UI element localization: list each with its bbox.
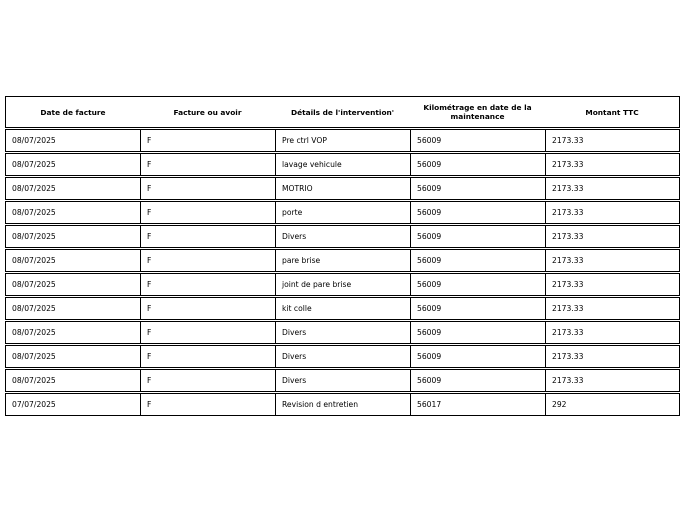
header-row — [5, 96, 680, 128]
cell-amount: 2173.33 — [545, 297, 680, 320]
cell-invoice-date: 08/07/2025 — [5, 297, 140, 320]
cell-invoice-date: 08/07/2025 — [5, 369, 140, 392]
header-invoice-date: Date de facture — [5, 96, 140, 128]
cell-mileage: 56009 — [410, 249, 545, 272]
cell-intervention-details: Divers — [275, 225, 410, 248]
cell-invoice-date: 08/07/2025 — [5, 249, 140, 272]
table-row — [5, 225, 680, 248]
table-row — [5, 345, 680, 368]
header-intervention-details: Détails de l'intervention' — [275, 96, 410, 128]
cell-amount: 2173.33 — [545, 249, 680, 272]
cell-amount: 2173.33 — [545, 321, 680, 344]
cell-intervention-details: Divers — [275, 321, 410, 344]
cell-invoice-or-credit: F — [140, 297, 275, 320]
cell-invoice-date: 08/07/2025 — [5, 153, 140, 176]
table-body — [5, 128, 680, 416]
table-row — [5, 393, 680, 416]
cell-invoice-date: 08/07/2025 — [5, 273, 140, 296]
table-row — [5, 369, 680, 392]
cell-mileage: 56017 — [410, 393, 545, 416]
cell-mileage: 56009 — [410, 225, 545, 248]
cell-invoice-date: 07/07/2025 — [5, 393, 140, 416]
cell-mileage: 56009 — [410, 129, 545, 152]
cell-invoice-date: 08/07/2025 — [5, 225, 140, 248]
table-header — [5, 96, 680, 128]
cell-intervention-details: porte — [275, 201, 410, 224]
cell-invoice-or-credit: F — [140, 345, 275, 368]
maintenance-table — [5, 96, 680, 416]
cell-mileage: 56009 — [410, 297, 545, 320]
cell-mileage: 56009 — [410, 321, 545, 344]
cell-amount: 2173.33 — [545, 201, 680, 224]
cell-amount: 2173.33 — [545, 153, 680, 176]
cell-mileage: 56009 — [410, 369, 545, 392]
cell-mileage: 56009 — [410, 201, 545, 224]
cell-mileage: 56009 — [410, 153, 545, 176]
cell-amount: 2173.33 — [545, 345, 680, 368]
cell-amount: 2173.33 — [545, 225, 680, 248]
cell-mileage: 56009 — [410, 273, 545, 296]
table-row — [5, 249, 680, 272]
header-mileage: Kilométrage en date de la maintenance — [410, 96, 545, 128]
cell-amount: 2173.33 — [545, 177, 680, 200]
cell-mileage: 56009 — [410, 177, 545, 200]
cell-invoice-date: 08/07/2025 — [5, 321, 140, 344]
cell-intervention-details: MOTRIO — [275, 177, 410, 200]
cell-invoice-or-credit: F — [140, 153, 275, 176]
cell-amount: 2173.33 — [545, 369, 680, 392]
cell-intervention-details: Divers — [275, 345, 410, 368]
cell-invoice-or-credit: F — [140, 369, 275, 392]
cell-invoice-or-credit: F — [140, 321, 275, 344]
cell-amount: 292 — [545, 393, 680, 416]
cell-invoice-or-credit: F — [140, 249, 275, 272]
cell-intervention-details: kit colle — [275, 297, 410, 320]
cell-intervention-details: Divers — [275, 369, 410, 392]
cell-intervention-details: Pre ctrl VOP — [275, 129, 410, 152]
cell-amount: 2173.33 — [545, 273, 680, 296]
cell-invoice-date: 08/07/2025 — [5, 129, 140, 152]
table-row — [5, 297, 680, 320]
cell-invoice-or-credit: F — [140, 225, 275, 248]
cell-invoice-or-credit: F — [140, 129, 275, 152]
cell-intervention-details: lavage vehicule — [275, 153, 410, 176]
table-row — [5, 129, 680, 152]
table-row — [5, 321, 680, 344]
cell-invoice-or-credit: F — [140, 273, 275, 296]
cell-intervention-details: pare brise — [275, 249, 410, 272]
table-row — [5, 201, 680, 224]
table-row — [5, 153, 680, 176]
cell-invoice-date: 08/07/2025 — [5, 177, 140, 200]
cell-invoice-or-credit: F — [140, 201, 275, 224]
table-row — [5, 177, 680, 200]
cell-intervention-details: joint de pare brise — [275, 273, 410, 296]
cell-intervention-details: Revision d entretien — [275, 393, 410, 416]
maintenance-table-container — [5, 96, 680, 416]
cell-invoice-or-credit: F — [140, 393, 275, 416]
header-invoice-or-credit: Facture ou avoir — [140, 96, 275, 128]
cell-invoice-date: 08/07/2025 — [5, 345, 140, 368]
cell-invoice-date: 08/07/2025 — [5, 201, 140, 224]
cell-amount: 2173.33 — [545, 129, 680, 152]
cell-invoice-or-credit: F — [140, 177, 275, 200]
cell-mileage: 56009 — [410, 345, 545, 368]
table-row — [5, 273, 680, 296]
header-amount: Montant TTC — [545, 96, 680, 128]
